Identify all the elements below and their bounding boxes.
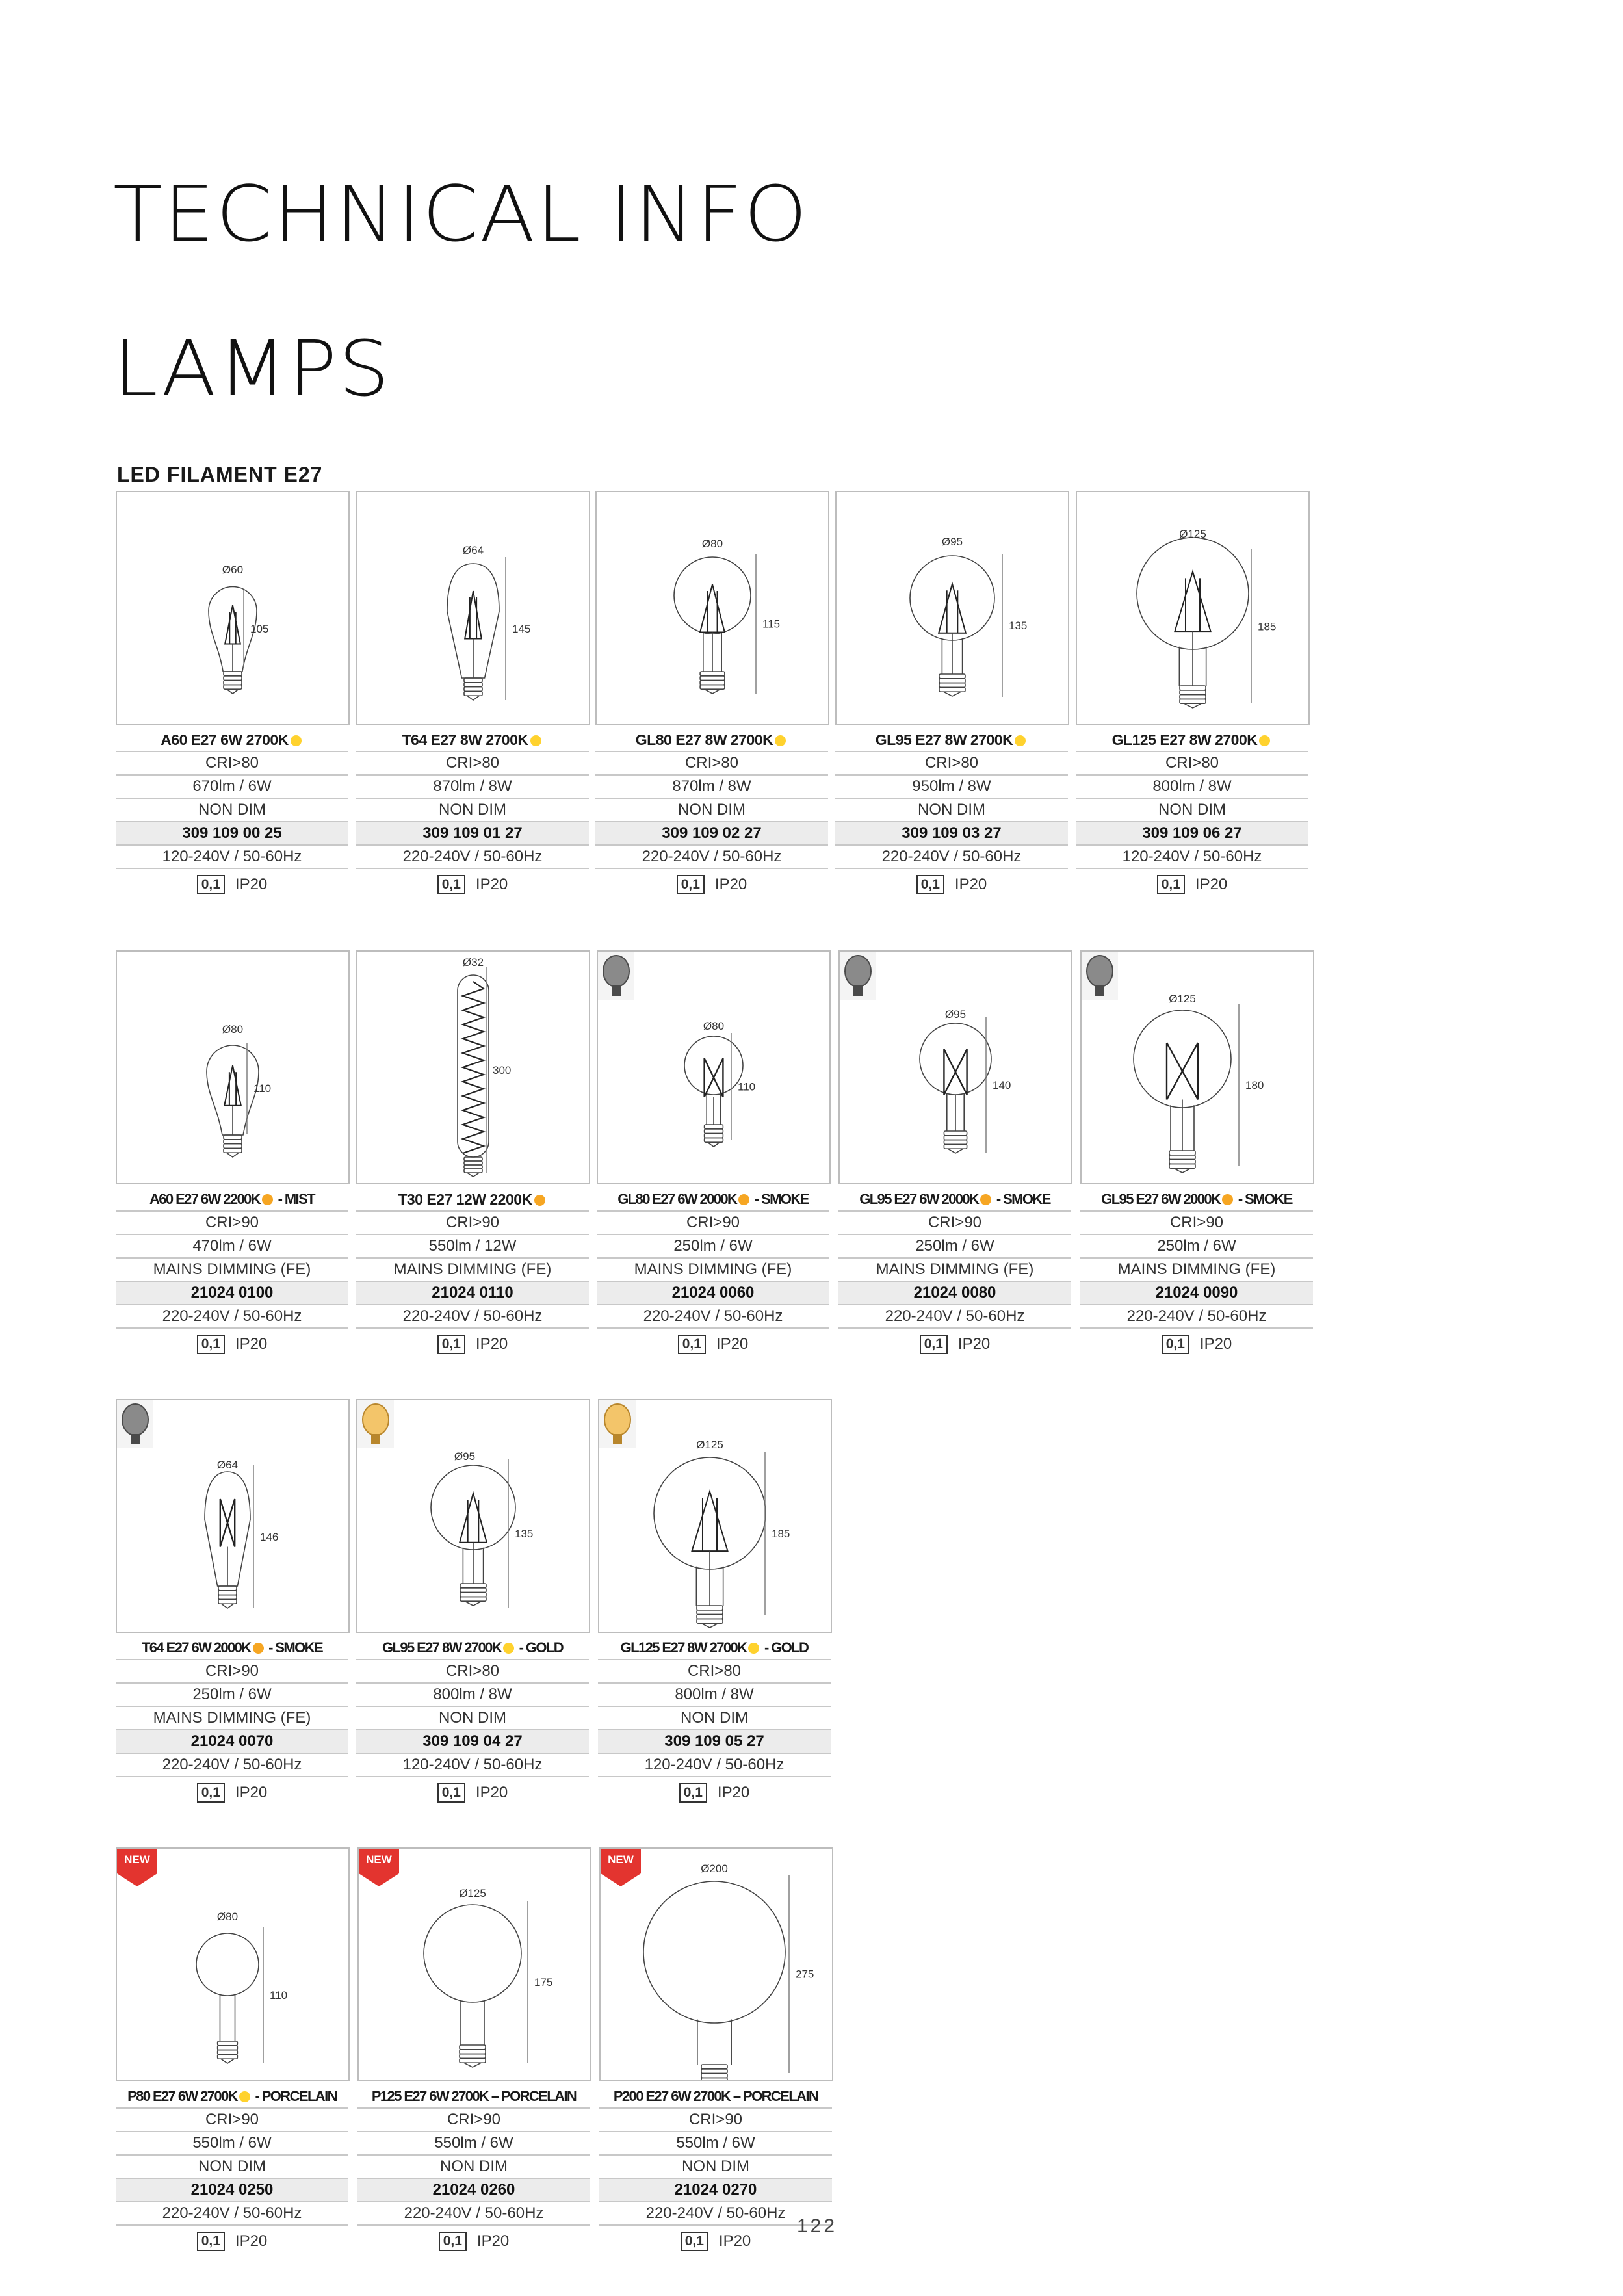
voltage-row: 220-240V / 50-60Hz bbox=[116, 1754, 348, 1777]
product-title bbox=[838, 1190, 1071, 1212]
voltage-row: 220-240V / 50-60Hz bbox=[597, 1305, 829, 1329]
ratings-row bbox=[356, 869, 589, 900]
smoke-lamp-thumbnail bbox=[598, 952, 634, 1000]
diameter-label: Ø80 bbox=[216, 1911, 239, 1923]
distance-symbol-icon: 0,1 bbox=[916, 875, 944, 894]
height-label: 135 bbox=[1009, 620, 1028, 632]
diameter-label: Ø125 bbox=[696, 1439, 723, 1451]
product-card bbox=[1080, 950, 1313, 1360]
height-label: 145 bbox=[512, 623, 531, 635]
color-temperature-dot bbox=[291, 735, 302, 746]
product-card bbox=[356, 950, 589, 1360]
ratings-row bbox=[116, 1329, 348, 1360]
ratings-row bbox=[356, 1329, 589, 1360]
voltage-row: 120-240V / 50-60Hz bbox=[1076, 846, 1308, 869]
gold-lamp-thumbnail bbox=[599, 1400, 636, 1448]
distance-symbol-icon: 0,1 bbox=[678, 1335, 706, 1354]
voltage-row: 220-240V / 50-60Hz bbox=[1080, 1305, 1313, 1329]
smoke-lamp-thumbnail bbox=[840, 952, 876, 1000]
lamp-drawing bbox=[654, 1457, 766, 1628]
lumen-row: 550lm / 6W bbox=[599, 2132, 832, 2156]
article-code: 21024 0080 bbox=[838, 1282, 1071, 1305]
product-title bbox=[116, 1638, 348, 1660]
ratings-row bbox=[597, 1329, 829, 1360]
ip-rating: IP20 bbox=[714, 876, 747, 893]
ip-rating: IP20 bbox=[716, 1335, 749, 1353]
height-label: 185 bbox=[1258, 620, 1277, 633]
cri-row: CRI>80 bbox=[116, 752, 348, 776]
ip-rating: IP20 bbox=[957, 1335, 991, 1353]
distance-symbol-icon: 0,1 bbox=[920, 1335, 948, 1354]
voltage-row: 220-240V / 50-60Hz bbox=[357, 2202, 590, 2226]
distance-symbol-icon: 0,1 bbox=[437, 1335, 465, 1354]
lamp-drawing bbox=[431, 1465, 515, 1606]
lumen-row: 470lm / 6W bbox=[116, 1235, 348, 1259]
lumen-row: 250lm / 6W bbox=[1080, 1235, 1313, 1259]
color-temperature-dot bbox=[980, 1194, 991, 1205]
lamp-drawing bbox=[1134, 1010, 1231, 1173]
product-card bbox=[597, 950, 829, 1360]
voltage-row: 220-240V / 50-60Hz bbox=[599, 2202, 832, 2226]
lamp-svg bbox=[117, 952, 348, 1183]
height-label: 175 bbox=[534, 1976, 553, 1989]
color-temperature-dot bbox=[775, 735, 786, 746]
voltage-row: 120-240V / 50-60Hz bbox=[356, 1754, 589, 1777]
product-variant: - GOLD bbox=[516, 1639, 564, 1656]
dimming-row: MAINS DIMMING (FE) bbox=[597, 1259, 829, 1282]
ip-rating: IP20 bbox=[476, 2232, 510, 2250]
product-name: GL80 E27 6W 2000K bbox=[617, 1191, 737, 1207]
dimming-row: NON DIM bbox=[356, 1707, 589, 1730]
product-name: GL125 E27 8W 2700K bbox=[620, 1639, 747, 1656]
dimming-row: NON DIM bbox=[595, 799, 828, 822]
dimming-row: MAINS DIMMING (FE) bbox=[838, 1259, 1071, 1282]
product-card bbox=[356, 1399, 589, 1808]
lamp-drawing bbox=[910, 556, 994, 696]
lumen-row: 870lm / 8W bbox=[595, 776, 828, 799]
product-title bbox=[357, 2087, 590, 2109]
lamp-illustration-box bbox=[116, 950, 350, 1184]
lumen-row: 670lm / 6W bbox=[116, 776, 348, 799]
ip-rating: IP20 bbox=[475, 1784, 508, 1801]
lamp-drawing bbox=[674, 557, 751, 694]
product-title bbox=[595, 730, 828, 752]
lamp-drawing bbox=[207, 1045, 259, 1157]
diameter-label: Ø95 bbox=[454, 1450, 476, 1463]
ratings-row bbox=[116, 2226, 348, 2257]
height-label: 180 bbox=[1245, 1079, 1264, 1091]
page-number: 122 bbox=[797, 2215, 838, 2237]
ip-rating: IP20 bbox=[235, 2232, 268, 2250]
cri-row: CRI>80 bbox=[1076, 752, 1308, 776]
lamp-illustration-box bbox=[116, 1847, 350, 2081]
lamp-illustration-box bbox=[598, 1399, 832, 1633]
dimming-row: MAINS DIMMING (FE) bbox=[1080, 1259, 1313, 1282]
smoke-lamp-thumbnail bbox=[117, 1400, 153, 1448]
lamp-svg bbox=[837, 492, 1068, 724]
distance-symbol-icon: 0,1 bbox=[1157, 875, 1185, 894]
product-title bbox=[835, 730, 1068, 752]
product-name: A60 E27 6W 2700K bbox=[161, 731, 289, 748]
lamp-illustration-box bbox=[356, 1399, 590, 1633]
lamp-drawing bbox=[209, 587, 257, 694]
ip-rating: IP20 bbox=[235, 1335, 268, 1353]
cri-row: CRI>90 bbox=[1080, 1212, 1313, 1235]
product-variant: - PORCELAIN bbox=[252, 2088, 337, 2104]
product-variant: - MIST bbox=[275, 1191, 315, 1207]
cri-row: CRI>80 bbox=[595, 752, 828, 776]
ratings-row bbox=[356, 1777, 589, 1808]
product-card bbox=[356, 491, 589, 900]
product-title bbox=[597, 1190, 829, 1212]
dimming-row: NON DIM bbox=[598, 1707, 831, 1730]
voltage-row: 220-240V / 50-60Hz bbox=[838, 1305, 1071, 1329]
lamp-drawing bbox=[1137, 538, 1249, 708]
diameter-label: Ø60 bbox=[222, 564, 244, 576]
diameter-label: Ø80 bbox=[701, 538, 723, 550]
height-label: 185 bbox=[772, 1528, 790, 1540]
page-subheading: LAMPS bbox=[113, 324, 391, 413]
lumen-row: 250lm / 6W bbox=[838, 1235, 1071, 1259]
smoke-lamp-thumbnail bbox=[1082, 952, 1118, 1000]
cri-row: CRI>90 bbox=[599, 2109, 832, 2132]
height-label: 135 bbox=[515, 1528, 534, 1540]
diameter-label: Ø125 bbox=[1179, 528, 1206, 540]
lamp-illustration-box bbox=[835, 491, 1069, 725]
color-temperature-dot bbox=[503, 1643, 514, 1654]
ip-rating: IP20 bbox=[954, 876, 987, 893]
product-name: T64 E27 8W 2700K bbox=[402, 731, 528, 748]
dimming-row: NON DIM bbox=[356, 799, 589, 822]
product-variant: - SMOKE bbox=[993, 1191, 1050, 1207]
product-name: A60 E27 6W 2200K bbox=[149, 1191, 261, 1207]
product-title bbox=[1076, 730, 1308, 752]
product-variant: - SMOKE bbox=[1235, 1191, 1292, 1207]
new-badge bbox=[359, 1849, 399, 1886]
gold-lamp-thumbnail bbox=[357, 1400, 394, 1448]
cri-row: CRI>90 bbox=[116, 1660, 348, 1684]
new-badge bbox=[601, 1849, 641, 1886]
dimming-row: NON DIM bbox=[1076, 799, 1308, 822]
dimming-row: NON DIM bbox=[357, 2156, 590, 2179]
product-card bbox=[357, 1847, 590, 2257]
ip-rating: IP20 bbox=[717, 1784, 750, 1801]
article-code: 309 109 06 27 bbox=[1076, 822, 1308, 846]
height-label: 300 bbox=[493, 1064, 512, 1076]
article-code: 21024 0060 bbox=[597, 1282, 829, 1305]
product-name: P125 E27 6W 2700K – PORCELAIN bbox=[371, 2088, 577, 2104]
lamp-illustration-box bbox=[357, 1847, 591, 2081]
distance-symbol-icon: 0,1 bbox=[437, 1783, 465, 1803]
ip-rating: IP20 bbox=[718, 2232, 751, 2250]
cri-row: CRI>90 bbox=[116, 2109, 348, 2132]
color-temperature-dot bbox=[1222, 1194, 1233, 1205]
lamp-svg bbox=[597, 492, 828, 724]
product-name: GL95 E27 6W 2000K bbox=[1101, 1191, 1221, 1207]
diameter-label: Ø95 bbox=[941, 536, 963, 548]
color-temperature-dot bbox=[738, 1194, 749, 1205]
diameter-label: Ø32 bbox=[462, 956, 484, 969]
cri-row: CRI>90 bbox=[356, 1212, 589, 1235]
article-code: 309 109 03 27 bbox=[835, 822, 1068, 846]
lamp-illustration-box bbox=[116, 1399, 350, 1633]
product-card bbox=[116, 1847, 348, 2257]
voltage-row: 220-240V / 50-60Hz bbox=[116, 1305, 348, 1329]
article-code: 309 109 00 25 bbox=[116, 822, 348, 846]
diameter-label: Ø64 bbox=[216, 1459, 239, 1471]
cri-row: CRI>90 bbox=[838, 1212, 1071, 1235]
product-card bbox=[1076, 491, 1308, 900]
ip-rating: IP20 bbox=[475, 876, 508, 893]
lumen-row: 550lm / 12W bbox=[356, 1235, 589, 1259]
diameter-label: Ø80 bbox=[703, 1020, 725, 1032]
dimming-row: NON DIM bbox=[599, 2156, 832, 2179]
cri-row: CRI>90 bbox=[597, 1212, 829, 1235]
product-card bbox=[598, 1399, 831, 1808]
lamp-illustration-box bbox=[838, 950, 1072, 1184]
distance-symbol-icon: 0,1 bbox=[1162, 1335, 1189, 1354]
product-name: GL80 E27 8W 2700K bbox=[635, 731, 773, 748]
lamp-illustration-box bbox=[595, 491, 829, 725]
distance-symbol-icon: 0,1 bbox=[679, 1783, 707, 1803]
diameter-label: Ø125 bbox=[1169, 993, 1196, 1005]
voltage-row: 220-240V / 50-60Hz bbox=[835, 846, 1068, 869]
article-code: 21024 0250 bbox=[116, 2179, 348, 2202]
dimming-row: MAINS DIMMING (FE) bbox=[356, 1259, 589, 1282]
lumen-row: 550lm / 6W bbox=[357, 2132, 590, 2156]
product-variant: - SMOKE bbox=[265, 1639, 323, 1656]
lamp-svg bbox=[357, 952, 589, 1183]
lumen-row: 800lm / 8W bbox=[356, 1684, 589, 1707]
product-name: GL95 E27 8W 2700K bbox=[875, 731, 1013, 748]
lamp-drawing bbox=[458, 975, 489, 1177]
article-code: 21024 0110 bbox=[356, 1282, 589, 1305]
ip-rating: IP20 bbox=[235, 876, 268, 893]
diameter-label: Ø200 bbox=[701, 1862, 728, 1875]
product-card bbox=[595, 491, 828, 900]
distance-symbol-icon: 0,1 bbox=[437, 875, 465, 894]
voltage-row: 220-240V / 50-60Hz bbox=[595, 846, 828, 869]
lamp-svg bbox=[357, 492, 589, 724]
lamp-drawing bbox=[424, 1905, 521, 2067]
article-code: 21024 0270 bbox=[599, 2179, 832, 2202]
lamp-illustration-box bbox=[1080, 950, 1314, 1184]
product-card bbox=[116, 950, 348, 1360]
cri-row: CRI>80 bbox=[835, 752, 1068, 776]
article-code: 309 109 01 27 bbox=[356, 822, 589, 846]
new-badge bbox=[117, 1849, 157, 1886]
height-label: 110 bbox=[253, 1082, 272, 1095]
article-code: 309 109 02 27 bbox=[595, 822, 828, 846]
product-name: GL95 E27 8W 2700K bbox=[382, 1639, 502, 1656]
product-name: P80 E27 6W 2700K bbox=[127, 2088, 237, 2104]
article-code: 309 109 04 27 bbox=[356, 1730, 589, 1754]
height-label: 146 bbox=[260, 1531, 279, 1543]
page-heading: TECHNICAL INFO bbox=[113, 169, 809, 259]
product-name: P200 E27 6W 2700K – PORCELAIN bbox=[613, 2088, 818, 2104]
diameter-label: Ø64 bbox=[462, 544, 484, 556]
distance-symbol-icon: 0,1 bbox=[439, 2232, 467, 2251]
product-card bbox=[835, 491, 1068, 900]
new-badge-label: NEW bbox=[124, 1853, 150, 1866]
distance-symbol-icon: 0,1 bbox=[677, 875, 705, 894]
color-temperature-dot bbox=[262, 1194, 273, 1205]
height-label: 105 bbox=[250, 623, 269, 635]
dimming-row: MAINS DIMMING (FE) bbox=[116, 1707, 348, 1730]
lumen-row: 870lm / 8W bbox=[356, 776, 589, 799]
dimming-row: NON DIM bbox=[116, 2156, 348, 2179]
dimming-row: MAINS DIMMING (FE) bbox=[116, 1259, 348, 1282]
dimming-row: NON DIM bbox=[116, 799, 348, 822]
color-temperature-dot bbox=[534, 1195, 545, 1206]
cri-row: CRI>80 bbox=[356, 1660, 589, 1684]
new-badge-label: NEW bbox=[608, 1853, 634, 1866]
ip-rating: IP20 bbox=[1199, 1335, 1232, 1353]
product-name: GL125 E27 8W 2700K bbox=[1111, 731, 1258, 748]
color-temperature-dot bbox=[239, 2091, 250, 2102]
lumen-row: 550lm / 6W bbox=[116, 2132, 348, 2156]
product-title bbox=[356, 1190, 589, 1212]
ratings-row bbox=[116, 1777, 348, 1808]
voltage-row: 220-240V / 50-60Hz bbox=[116, 2202, 348, 2226]
product-title bbox=[598, 1638, 831, 1660]
lamp-illustration-box bbox=[597, 950, 831, 1184]
lumen-row: 250lm / 6W bbox=[116, 1684, 348, 1707]
voltage-row: 120-240V / 50-60Hz bbox=[598, 1754, 831, 1777]
distance-symbol-icon: 0,1 bbox=[681, 2232, 708, 2251]
ip-rating: IP20 bbox=[235, 1784, 268, 1801]
lamp-illustration-box bbox=[1076, 491, 1310, 725]
distance-symbol-icon: 0,1 bbox=[197, 1335, 225, 1354]
product-title bbox=[599, 2087, 832, 2109]
ratings-row bbox=[116, 869, 348, 900]
lamp-illustration-box bbox=[356, 950, 590, 1184]
color-temperature-dot bbox=[1259, 735, 1270, 746]
ratings-row bbox=[835, 869, 1068, 900]
section-title: LED FILAMENT E27 bbox=[117, 463, 323, 486]
color-temperature-dot bbox=[530, 735, 541, 746]
lamp-drawing bbox=[205, 1472, 250, 1608]
product-title bbox=[356, 1638, 589, 1660]
diameter-label: Ø125 bbox=[459, 1887, 486, 1899]
ratings-row bbox=[357, 2226, 590, 2257]
diameter-label: Ø95 bbox=[944, 1008, 967, 1021]
voltage-row: 220-240V / 50-60Hz bbox=[356, 846, 589, 869]
color-temperature-dot bbox=[1015, 735, 1026, 746]
product-name: T30 E27 12W 2200K bbox=[398, 1191, 532, 1208]
height-label: 110 bbox=[738, 1080, 756, 1093]
article-code: 21024 0100 bbox=[116, 1282, 348, 1305]
height-label: 110 bbox=[270, 1989, 288, 2002]
product-card bbox=[838, 950, 1071, 1360]
distance-symbol-icon: 0,1 bbox=[197, 2232, 225, 2251]
lumen-row: 250lm / 6W bbox=[597, 1235, 829, 1259]
article-code: 21024 0070 bbox=[116, 1730, 348, 1754]
height-label: 275 bbox=[796, 1968, 814, 1981]
color-temperature-dot bbox=[748, 1643, 759, 1654]
product-name: T64 E27 6W 2000K bbox=[141, 1639, 251, 1656]
product-title bbox=[116, 730, 348, 752]
lumen-row: 800lm / 8W bbox=[598, 1684, 831, 1707]
new-badge-label: NEW bbox=[366, 1853, 392, 1866]
product-name: GL95 E27 6W 2000K bbox=[859, 1191, 979, 1207]
product-card bbox=[116, 491, 348, 900]
ratings-row bbox=[1080, 1329, 1313, 1360]
product-title bbox=[116, 2087, 348, 2109]
cri-row: CRI>90 bbox=[116, 1212, 348, 1235]
distance-symbol-icon: 0,1 bbox=[197, 1783, 225, 1803]
product-card bbox=[116, 1399, 348, 1808]
article-code: 21024 0090 bbox=[1080, 1282, 1313, 1305]
product-card bbox=[599, 1847, 832, 2257]
height-label: 140 bbox=[993, 1079, 1011, 1091]
voltage-row: 120-240V / 50-60Hz bbox=[116, 846, 348, 869]
height-label: 115 bbox=[762, 618, 781, 631]
lamp-illustration-box bbox=[599, 1847, 833, 2081]
product-variant: - GOLD bbox=[761, 1639, 809, 1656]
distance-symbol-icon: 0,1 bbox=[197, 875, 225, 894]
ratings-row bbox=[595, 869, 828, 900]
product-variant: - SMOKE bbox=[751, 1191, 809, 1207]
lumen-row: 800lm / 8W bbox=[1076, 776, 1308, 799]
product-title bbox=[356, 730, 589, 752]
lamp-svg bbox=[117, 492, 348, 724]
lamp-illustration-box bbox=[116, 491, 350, 725]
cri-row: CRI>80 bbox=[356, 752, 589, 776]
lumen-row: 950lm / 8W bbox=[835, 776, 1068, 799]
diameter-label: Ø80 bbox=[222, 1023, 244, 1036]
ratings-row bbox=[598, 1777, 831, 1808]
lamp-illustration-box bbox=[356, 491, 590, 725]
product-title bbox=[1080, 1190, 1313, 1212]
lamp-drawing bbox=[920, 1023, 991, 1153]
lamp-svg bbox=[1077, 492, 1308, 724]
article-code: 21024 0260 bbox=[357, 2179, 590, 2202]
cri-row: CRI>90 bbox=[357, 2109, 590, 2132]
color-temperature-dot bbox=[253, 1643, 264, 1654]
lamp-drawing bbox=[643, 1881, 785, 2080]
lamp-drawing bbox=[684, 1036, 743, 1147]
voltage-row: 220-240V / 50-60Hz bbox=[356, 1305, 589, 1329]
ip-rating: IP20 bbox=[475, 1335, 508, 1353]
ip-rating: IP20 bbox=[1195, 876, 1228, 893]
article-code: 309 109 05 27 bbox=[598, 1730, 831, 1754]
ratings-row bbox=[1076, 869, 1308, 900]
cri-row: CRI>80 bbox=[598, 1660, 831, 1684]
dimming-row: NON DIM bbox=[835, 799, 1068, 822]
lamp-drawing bbox=[447, 564, 499, 700]
ratings-row bbox=[838, 1329, 1071, 1360]
lamp-drawing bbox=[196, 1933, 259, 2063]
product-title bbox=[116, 1190, 348, 1212]
